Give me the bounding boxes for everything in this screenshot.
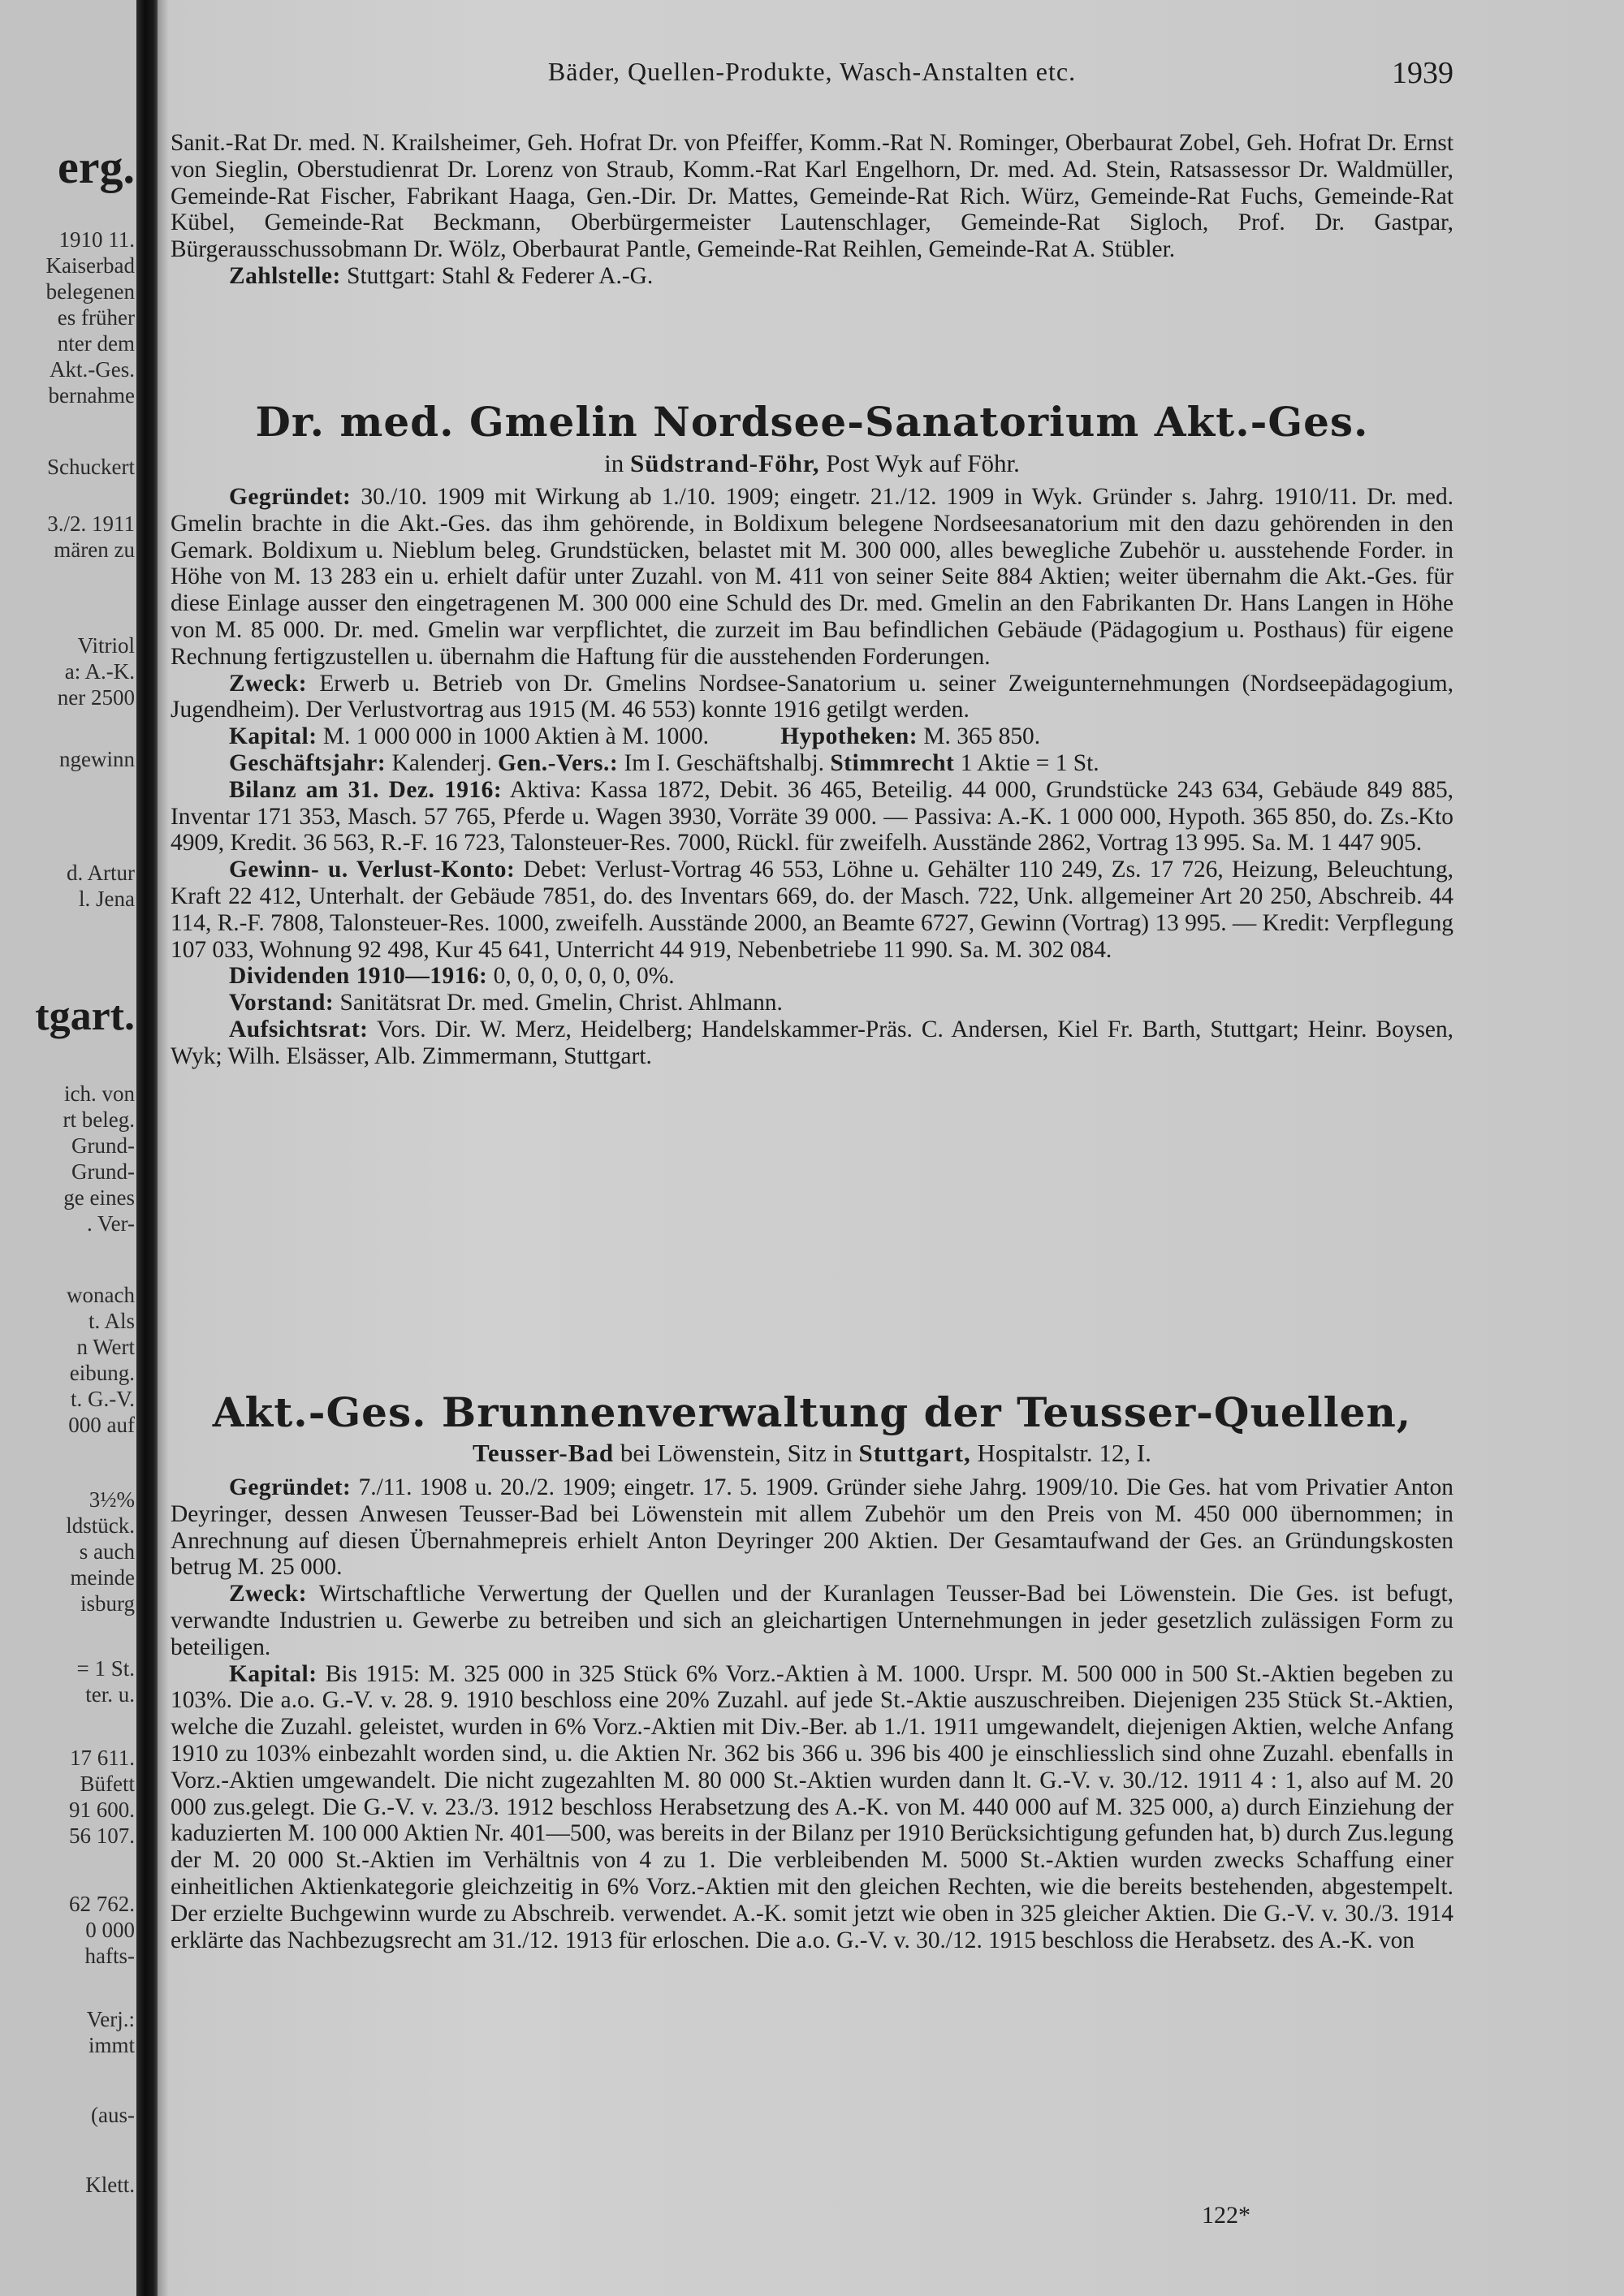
genvers-label: Gen.-Vers.:: [498, 749, 619, 776]
left-column-line: l. Jena: [79, 887, 135, 911]
left-column-line: 3½%: [89, 1487, 135, 1512]
left-column-line: ter. u.: [85, 1682, 135, 1707]
kapital-label: Kapital:: [229, 723, 317, 750]
left-column-line: rt beleg.: [63, 1107, 135, 1132]
subtitle-location-2: Stuttgart,: [858, 1439, 971, 1467]
running-header: Bäder, Quellen-Produkte, Wasch-Anstalten etc.: [547, 57, 1077, 86]
left-column-line: Vitriol: [77, 633, 135, 658]
left-heading-mid: tgart.: [35, 993, 135, 1039]
left-column-line: nter dem: [57, 331, 135, 356]
left-column-line: immt: [88, 2033, 135, 2057]
left-column-line: ngewinn: [59, 747, 135, 771]
company-title-gmelin: Dr. med. Gmelin Nordsee-Sanatorium Akt.-Ges.: [255, 398, 1369, 446]
left-column-line: Grund-: [71, 1133, 135, 1158]
continuation-text: Sanit.-Rat Dr. med. N. Krailsheimer, Geh. Hofrat Dr. von Pfeiffer, Komm.-Rat N. Rominger, Oberbaurat Zobel, Geh. Hofrat Dr. Ernst von Sieglin, Oberstudienrat Dr. Lorenz von Straub, Komm.-Rat Karl Engelhorn, Dr. med. Ad. Stein, Ratsassessor Dr. Waldmüller, Gemeinde-Rat Fischer, Fabrikant Haaga, Gen.-Dir. Dr. Mattes, Gemeinde-Rat Rich. Würz, Gemeinde-Rat Fuchs, Gemeinde-Rat Kübel, Gemeinde-Rat Beckmann, Oberbürgermeister Lautenschlager, Gemeinde-Rat Sigloch, Prof. Dr. Gastpar, Bürgerausschussobmann Dr. Wölz, Oberbaurat Pantle, Gemeinde-Rat Reihlen, Gemeinde-Rat A. Stübler.: [171, 130, 1453, 263]
left-column-line: wonach: [67, 1283, 135, 1307]
company-title-teusser: Akt.-Ges. Brunnenverwaltung der Teusser-Quellen,: [212, 1388, 1412, 1436]
kapital-paragraph: [171, 723, 1453, 750]
genvers-text: Im I. Geschäftshalbj.: [624, 749, 824, 776]
hypotheken-text: M. 365 850.: [923, 723, 1041, 750]
zweck-text: Wirtschaftliche Verwertung der Quellen und der Kuranlagen Teusser-Bad bei Löwenstein. Die Ges. ist befugt, verwandte Industrien u. Gewerbe zu betreiben und sich an gleichartigen Unternehmungen in jeder gesetzlich zulässigen Form zu beteiligen.: [171, 1581, 1453, 1660]
sheet-number: 122*: [1202, 2202, 1250, 2229]
left-column-line: 62 762.: [69, 1892, 135, 1916]
left-column-line: Kaiserbad: [45, 253, 135, 278]
zahlstelle-paragraph: [171, 263, 1453, 290]
kapital-label: Kapital:: [229, 1660, 317, 1687]
company-subtitle-gmelin: [171, 449, 1453, 478]
guv-label: Gewinn- u. Verlust-Konto:: [229, 857, 516, 883]
left-column-line: 17 611.: [70, 1746, 135, 1770]
stimmrecht-label: Stimmrecht: [830, 749, 955, 776]
aufsichtsrat-text: Vors. Dir. W. Merz, Heidelberg; Handelskammer-Präs. C. Andersen, Kiel Fr. Barth, Stuttgart; Heinr. Boysen, Wyk; Wilh. Elsässer, Alb. Zimmermann, Stuttgart.: [171, 1016, 1453, 1069]
zweck-paragraph: [171, 671, 1453, 724]
zahlstelle-label: Zahlstelle:: [229, 262, 341, 289]
zweck-text: Erwerb u. Betrieb von Dr. Gmelins Nordsee-Sanatorium u. seiner Zweigunternehmungen (Nordseepädagogium, Jugendheim). Der Verlustvortrag aus 1915 (M. 46 553) konnte 1916 getilgt werden.: [171, 670, 1453, 723]
kapital-text: Bis 1915: M. 325 000 in 325 Stück 6% Vorz.-Aktien à M. 1000. Urspr. M. 500 000 in 500 St.-Aktien begeben zu 103%. Die a.o. G.-V. v. 28. 9. 1910 beschloss eine 20% Zuzahl. auf jede St.-Aktie auszuschreiben. Diejenigen 235 Stück St.-Aktien, welche die Zuzahl. geleistet, wurden in 6% Vorz.-Aktien mit Div.-Ber. ab 1./1. 1911 umgewandelt, diejenigen Aktien, welche Anfang 1910 zu 103% einbezahlt worden sind, u. die Aktien Nr. 362 bis 366 u. 396 bis 400 je einschliesslich sind ohne Zuzahl. ebenfalls in Vorz.-Aktien umgewandelt. Die nicht zugezahlten M. 80 000 St.-Aktien wurden dann lt. G.-V. v. 30./12. 1911 4 : 1, also auf M. 20 000 zus.gelegt. Die G.-V. v. 23./3. 1912 beschloss Herabsetzung des A.-K. von M. 440 000 auf M. 325 000, a) durch Einziehung der kaduzierten M. 100 000 Aktien Nr. 401—500, was bereits in der Bilanz per 1910 Berücksichtigung gefunden hat, b) durch Zus.legung der M. 20 000 St.-Aktien im Verhältnis von 4 zu 1. Die verbleibenden M. 5000 St.-Aktien wurden zwecks Schaffung einer einheitlichen Aktienkategorie gleichzeitig in 6% Vorz.-Aktien mit den gleichen Rechten, wie die bereits bestehenden, abgestempelt. Der erzielte Buchgewinn wurde zu Abschreib. verwendet. A.-K. somit jetzt wie oben in 325 gleicher Aktien. Die G.-V. v. 30./3. 1914 erklärte das Nachbezugsrecht am 31./12. 1913 für erloschen. Die a.o. G.-V. v. 30./12. 1915 beschloss die Herabsetz. des A.-K. von: [171, 1660, 1453, 1953]
left-column-line: eibung.: [69, 1361, 135, 1385]
left-column-line: ldstück.: [66, 1513, 135, 1538]
left-column-line: belegenen: [45, 279, 135, 304]
aufsichtsrat-paragraph: [171, 1016, 1453, 1070]
left-column-line: (aus-: [91, 2103, 135, 2127]
left-column-line: ner 2500: [57, 685, 135, 710]
gegruendet-text: 7./11. 1908 u. 20./2. 1909; eingetr. 17. 5. 1909. Gründer siehe Jahrg. 1909/10. Die Ges. hat vom Privatier Anton Deyringer, dessen Anwesen Teusser-Bad bei Löwenstein mit allem Zubehör um den Preis von M. 450 000 übernommen; in Anrechnung auf diesen Übernahmepreis erhielt Anton Deyringer 200 Aktien. Der Gesamtaufwand der Ges. an Gründungskosten betrug M. 25 000.: [171, 1474, 1453, 1581]
left-column-line: 0 000: [85, 1918, 135, 1942]
left-column-line: 000 auf: [68, 1413, 135, 1437]
left-column-line: d. Artur: [67, 861, 135, 885]
left-column-line: Klett.: [85, 2173, 135, 2197]
zweck-label: Zweck:: [229, 1581, 308, 1608]
dividenden-label: Dividenden 1910—1916:: [229, 963, 488, 990]
geschaeftsjahr-label: Geschäftsjahr:: [229, 749, 387, 776]
left-column-line: = 1 St.: [76, 1656, 135, 1681]
vorstand-paragraph: [171, 990, 1453, 1016]
left-column-line: hafts-: [84, 1944, 135, 1968]
gegruendet-label: Gegründet:: [229, 1474, 352, 1500]
left-column-line: Verj.:: [86, 2007, 135, 2031]
subtitle-pre: in: [604, 449, 624, 477]
left-column-line: . Ver-: [87, 1211, 135, 1236]
kapital-text: M. 1 000 000 in 1000 Aktien à M. 1000.: [322, 723, 710, 750]
guv-paragraph: [171, 857, 1453, 963]
gegruendet-paragraph: [171, 484, 1453, 671]
kapital-paragraph: [171, 1661, 1453, 1954]
left-column-line: a: A.-K.: [64, 659, 135, 684]
bilanz-text: Aktiva: Kassa 1872, Debit. 36 465, Beteilig. 44 000, Grundstücke 243 634, Gebäude 849 885, Inventar 171 353, Masch. 57 765, Pferde u. Wagen 3930, Vorräte 39 000. — Passiva: A.-K. 1 000 000, Hypoth. 365 850, do. Zs.-Kto 4909, Kredit. 36 563, R.-F. 16 723, Talonsteuer-Res. 7000, Rückl. für zweifelh. Ausstände 2862, Vortrag 13 995. Sa. M. 1 447 905.: [171, 776, 1453, 857]
gegruendet-text: 30./10. 1909 mit Wirkung ab 1./10. 1909; eingetr. 21./12. 1909 in Wyk. Gründer s. Jahrg. 1910/11. Dr. med. Gmelin brachte in die Akt.-Ges. das ihm gehörende, in Boldixum belegene Nordseesanatorium mit den dazu gehörenden in den Gemark. Boldixum u. Nieblum beleg. Grundstücken, belastet mit M. 300 000, alles bewegliche Zubehör u. ausstehende Forder. in Höhe von M. 13 283 ein u. erhielt dafür unter Zuzahl. von M. 411 von seiner Seite 884 Aktien; weiter übernahm die Akt.-Ges. für diese Einlage ausser den eingetragenen M. 300 000 eine Schuld des Dr. med. Gmelin an den Fabrikanten Dr. Hans Langen in Höhe von M. 85 000. Dr. med. Gmelin war verpflichtet, die zurzeit im Bau befindlichen Gebäude (Pädagogium u. Posthaus) für eigene Rechnung fertigzustellen u. übernahm die Haftung für die ausstehenden Forderungen.: [171, 484, 1453, 670]
zahlstelle-text: Stuttgart: Stahl & Federer A.-G.: [347, 262, 654, 289]
left-column-line: t. G.-V.: [70, 1387, 135, 1411]
left-column-line: ge eines: [63, 1185, 135, 1210]
section-continuation: [171, 130, 1453, 290]
left-column-line: meinde: [70, 1565, 135, 1590]
section-gmelin-body: [171, 484, 1453, 1070]
bilanz-label: Bilanz am 31. Dez. 1916:: [229, 776, 503, 803]
left-column-line: Akt.-Ges.: [50, 357, 135, 382]
geschaeftsjahr-text: Kalenderj.: [391, 749, 492, 776]
gegruendet-paragraph: [171, 1474, 1453, 1581]
page-gutter: [136, 0, 158, 2296]
dividenden-paragraph: [171, 963, 1453, 990]
left-column-line: s auch: [79, 1539, 135, 1564]
left-clipped-column: [0, 0, 136, 2296]
subtitle-post: Hospitalstr. 12, I.: [977, 1439, 1151, 1467]
zweck-paragraph: [171, 1581, 1453, 1660]
left-column-line: Büfett: [80, 1772, 135, 1796]
subtitle-location: Südstrand-Föhr,: [629, 449, 820, 477]
left-column-line: ich. von: [64, 1081, 135, 1106]
section-teusser-body: [171, 1474, 1453, 1953]
vorstand-text: Sanitätsrat Dr. med. Gmelin, Christ. Ahlmann.: [339, 990, 783, 1016]
left-column-line: es früher: [57, 305, 135, 330]
gutter-shadow: [158, 0, 169, 2296]
page-number: 1939: [1392, 56, 1453, 90]
left-column-line: 1910 11.: [58, 227, 135, 252]
company-subtitle-teusser: [171, 1439, 1453, 1468]
subtitle-post: Post Wyk auf Föhr.: [826, 449, 1020, 477]
geschaeftsjahr-paragraph: [171, 750, 1453, 777]
left-column-line: 91 600.: [69, 1798, 135, 1822]
stimmrecht-text: 1 Aktie = 1 St.: [960, 749, 1099, 776]
left-column-line: 3./2. 1911: [47, 511, 135, 536]
left-column-line: t. Als: [88, 1309, 135, 1333]
dividenden-text: 0, 0, 0, 0, 0, 0, 0%.: [493, 963, 675, 990]
subtitle-location-1: Teusser-Bad: [473, 1439, 615, 1467]
left-column-line: Grund-: [71, 1159, 135, 1184]
guv-text: Debet: Verlust-Vortrag 46 553, Löhne u. Gehälter 110 249, Zs. 17 726, Heizung, Beleuchtung, Kraft 22 412, Unterhalt. der Gebäude 7851, do. des Inventars 669, do. der Masch. 722, Unk. allgemeiner Art 20 250, Abschreib. 44 114, R.-F. 7808, Talonsteuer-Res. 1000, zweifelh. Ausstände 2000, an Beamte 6727, Gewinn (Vortrag) 13 995. — Kredit: Verpflegung 107 033, Wohnung 92 498, Kur 45 641, Unterricht 44 919, Nebenbetriebe 11 990. Sa. M. 302 084.: [171, 857, 1453, 963]
left-column-line: 56 107.: [69, 1823, 135, 1848]
hypotheken-label: Hypotheken:: [780, 723, 918, 750]
gegruendet-label: Gegründet:: [229, 484, 352, 510]
left-column-line: isburg: [80, 1591, 135, 1616]
left-column-line: bernahme: [48, 383, 135, 408]
left-column-line: Schuckert: [47, 455, 135, 479]
vorstand-label: Vorstand:: [229, 990, 335, 1016]
left-heading-top: erg.: [58, 140, 135, 193]
left-column-line: mären zu: [54, 537, 135, 562]
zweck-label: Zweck:: [229, 670, 308, 697]
aufsichtsrat-label: Aufsichtsrat:: [229, 1016, 369, 1042]
left-column-line: n Wert: [76, 1335, 135, 1359]
bilanz-paragraph: [171, 777, 1453, 857]
subtitle-mid: bei Löwenstein, Sitz in: [620, 1439, 853, 1467]
